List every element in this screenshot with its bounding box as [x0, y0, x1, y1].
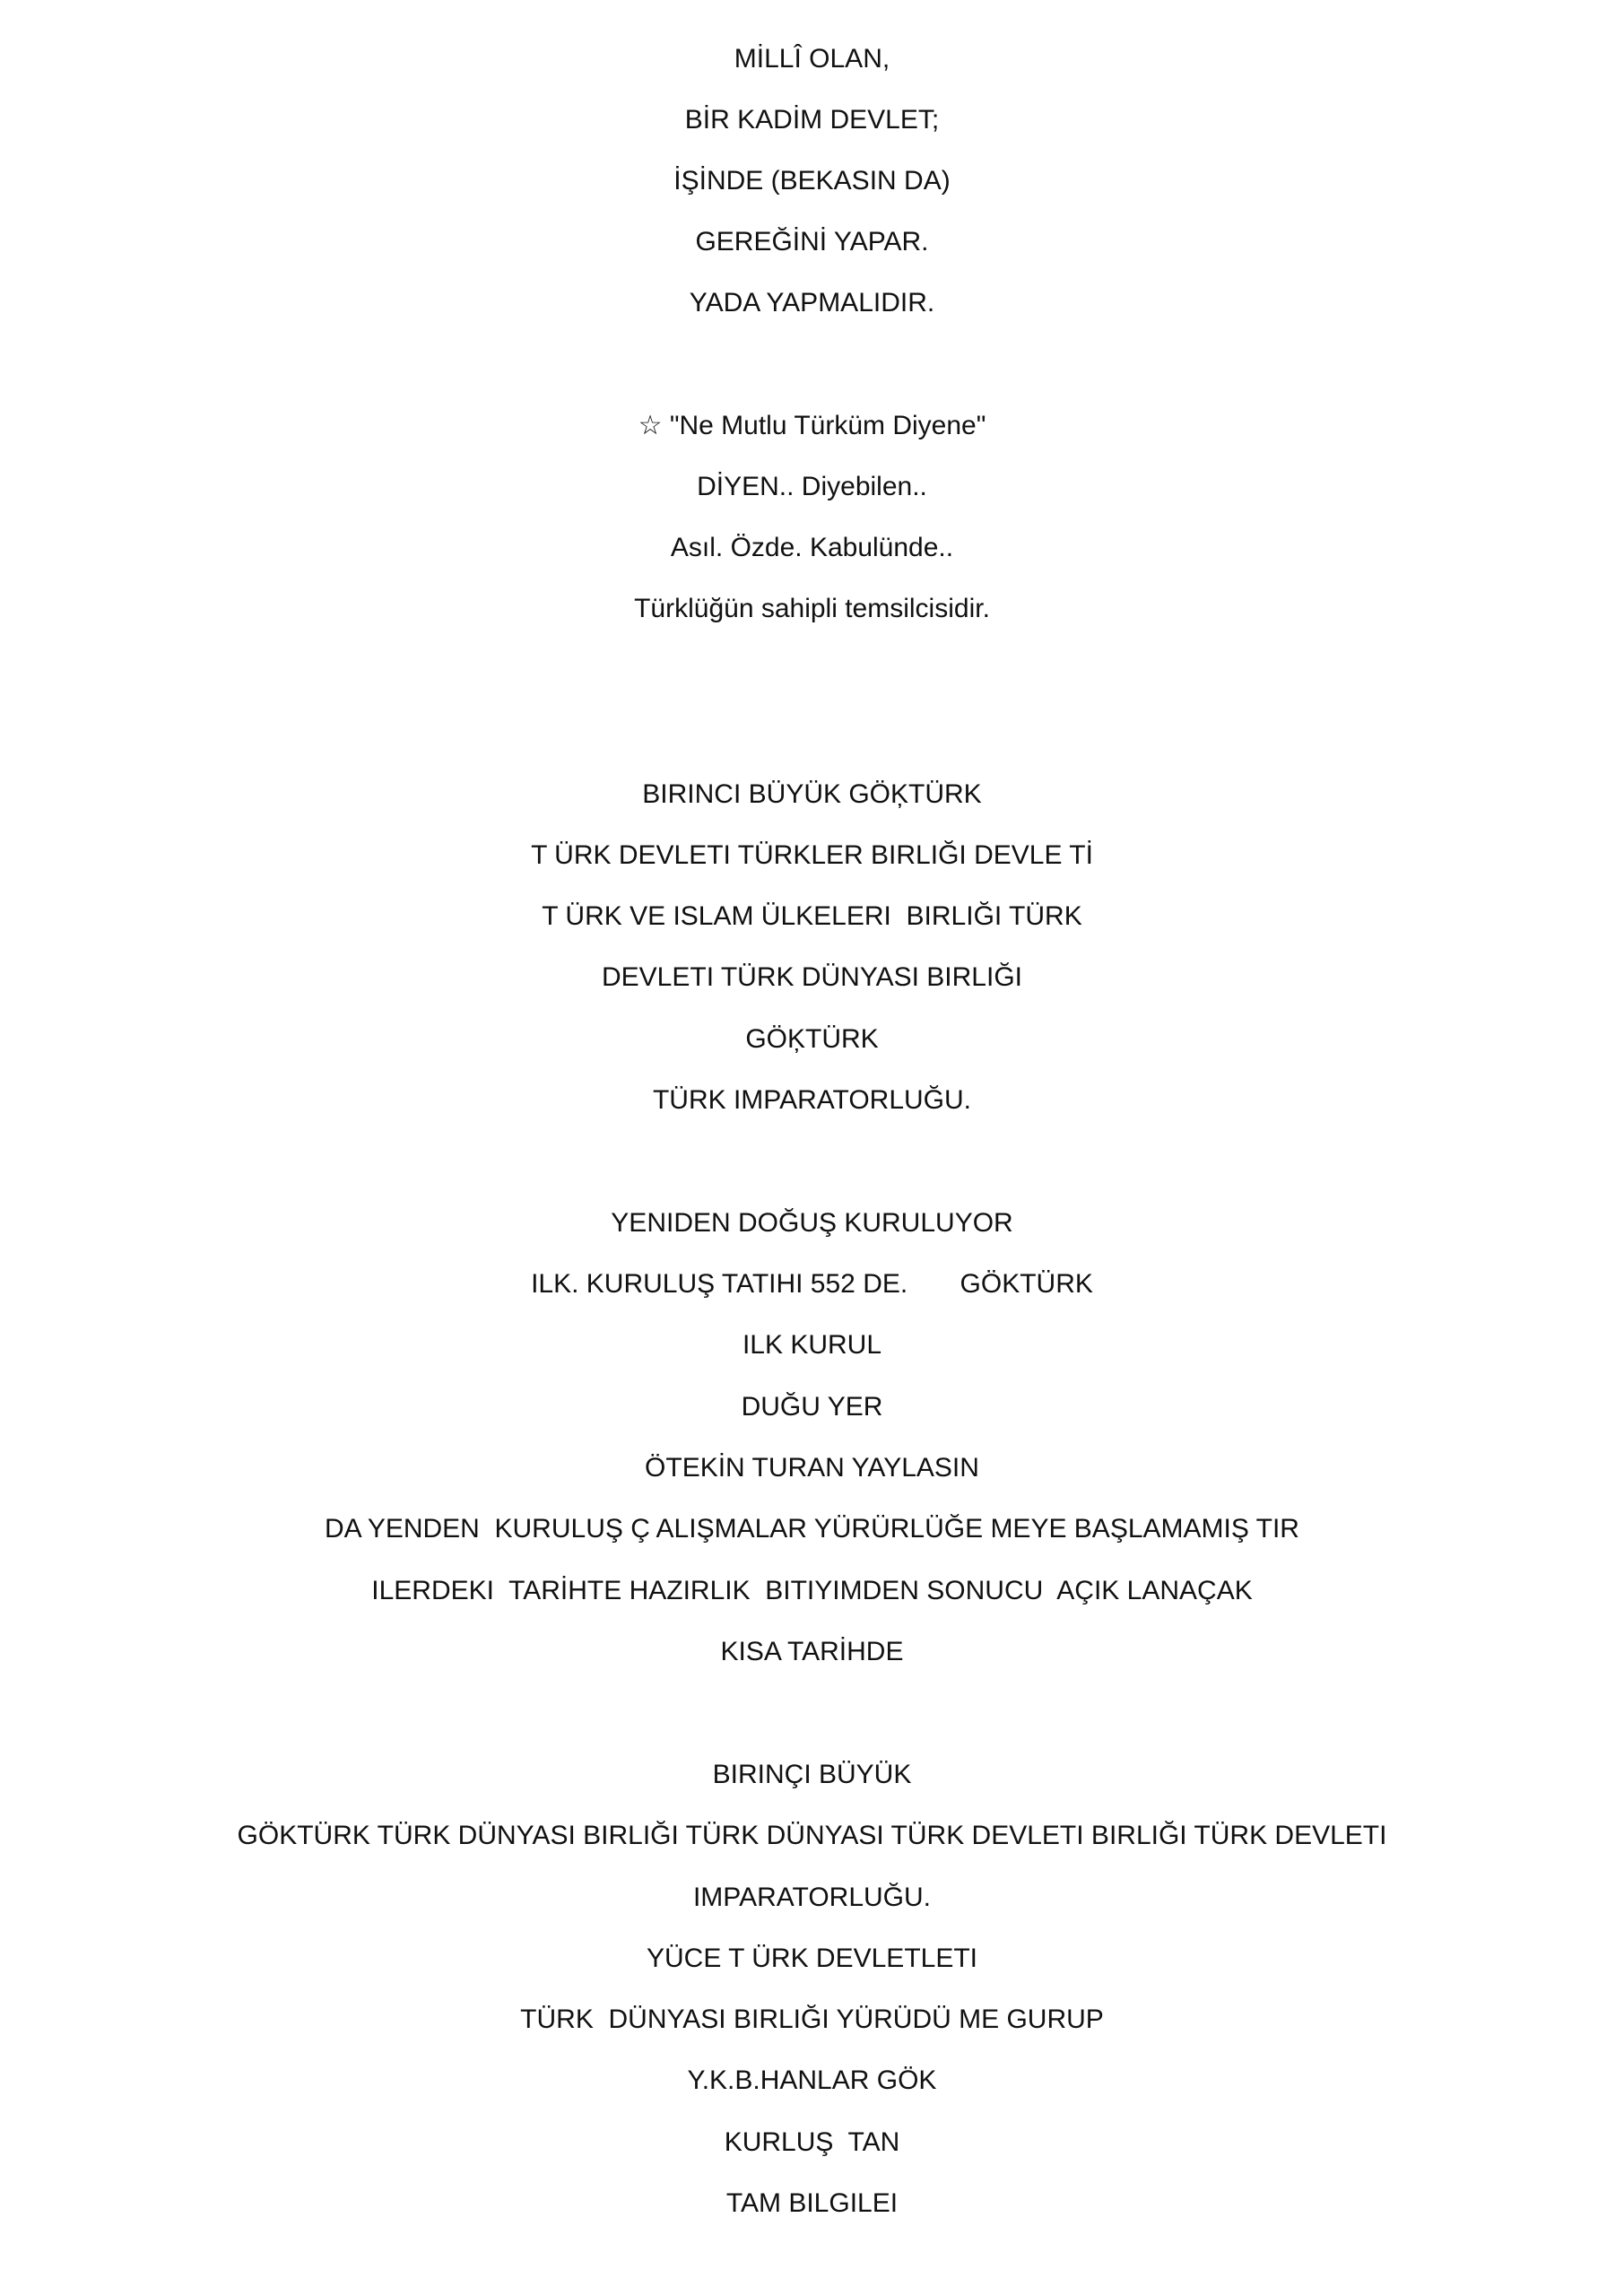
text-line: YÜCE T ÜRK DEVLETLETI	[647, 1944, 977, 1973]
text-line: ☆ "Ne Mutlu Türküm Diyene"	[638, 411, 986, 440]
text-line: TAM BILGILEI	[725, 2188, 899, 2218]
text-line: T ÜRK DEVLETI TÜRKLER BIRLIĞI DEVLE Tİ	[531, 840, 1093, 870]
text-line: Asıl. Özde. Kabulünde..	[670, 533, 954, 562]
text-line: Y.K.B.HANLAR GÖK	[687, 2066, 937, 2095]
text-line: DEVLETI TÜRK DÜNYASI BIRLIĞI	[602, 962, 1022, 992]
text-line: TÜRK IMPARATORLUĞU.	[652, 1085, 972, 1115]
text-line: ILERDEKI TARİHTE HAZIRLIK BITIYIMDEN SONUCU AÇIK LANAÇAK	[371, 1576, 1253, 1605]
text-line: GÖĶTÜRK	[745, 1024, 879, 1054]
text-line: TÜRK DÜNYASI BIRLIĞI YÜRÜDÜ ME GURUP	[520, 2005, 1104, 2034]
text-line: DUĞU YER	[741, 1392, 883, 1422]
text-line: KURLUŞ TAN	[724, 2127, 900, 2157]
text-line: BİR KADİM DEVLET;	[684, 105, 940, 135]
text-line: ILK KURUL	[742, 1330, 882, 1360]
text-line: YENIDEN DOĞUŞ KURULUYOR	[611, 1208, 1013, 1238]
text-line: T ÜRK VE ISLAM ÜLKELERI BIRLIĞI TÜRK	[542, 901, 1082, 931]
text-line: GÖKTÜRK TÜRK DÜNYASI BIRLIĞI TÜRK DÜNYASI TÜRK DEVLETI BIRLIĞI TÜRK DEVLETI	[237, 1821, 1387, 1850]
text-line: ILK. KURULUŞ TATIHI 552 DE. GÖKTÜRK	[531, 1269, 1093, 1299]
text-line: KISA TARİHDE	[720, 1637, 904, 1666]
text-line: Türklüğün sahipli temsilcisidir.	[634, 594, 990, 623]
text-line: BIRINÇI BÜYÜK	[712, 1760, 912, 1789]
text-line: DA YENDEN KURULUŞ Ç ALIŞMALAR YÜRÜRLÜĞE MEYE BAŞLAMAMIŞ TIR	[325, 1514, 1299, 1544]
text-line: ÖTEKİN TURAN YAYLASIN	[645, 1453, 979, 1483]
text-line: GEREĞİNİ YAPAR.	[695, 227, 929, 257]
text-line: YADA YAPMALIDIR.	[689, 288, 935, 317]
text-line: DİYEN.. Diyebilen..	[697, 472, 927, 501]
text-line: MİLLÎ OLAN,	[734, 44, 890, 74]
text-line: IMPARATORLUĞU.	[692, 1883, 932, 1912]
text-line: BIRINCI BÜYÜK GÖĶTÜRK	[642, 779, 982, 809]
text-line: İŞİNDE (BEKASIN DA)	[673, 166, 951, 196]
